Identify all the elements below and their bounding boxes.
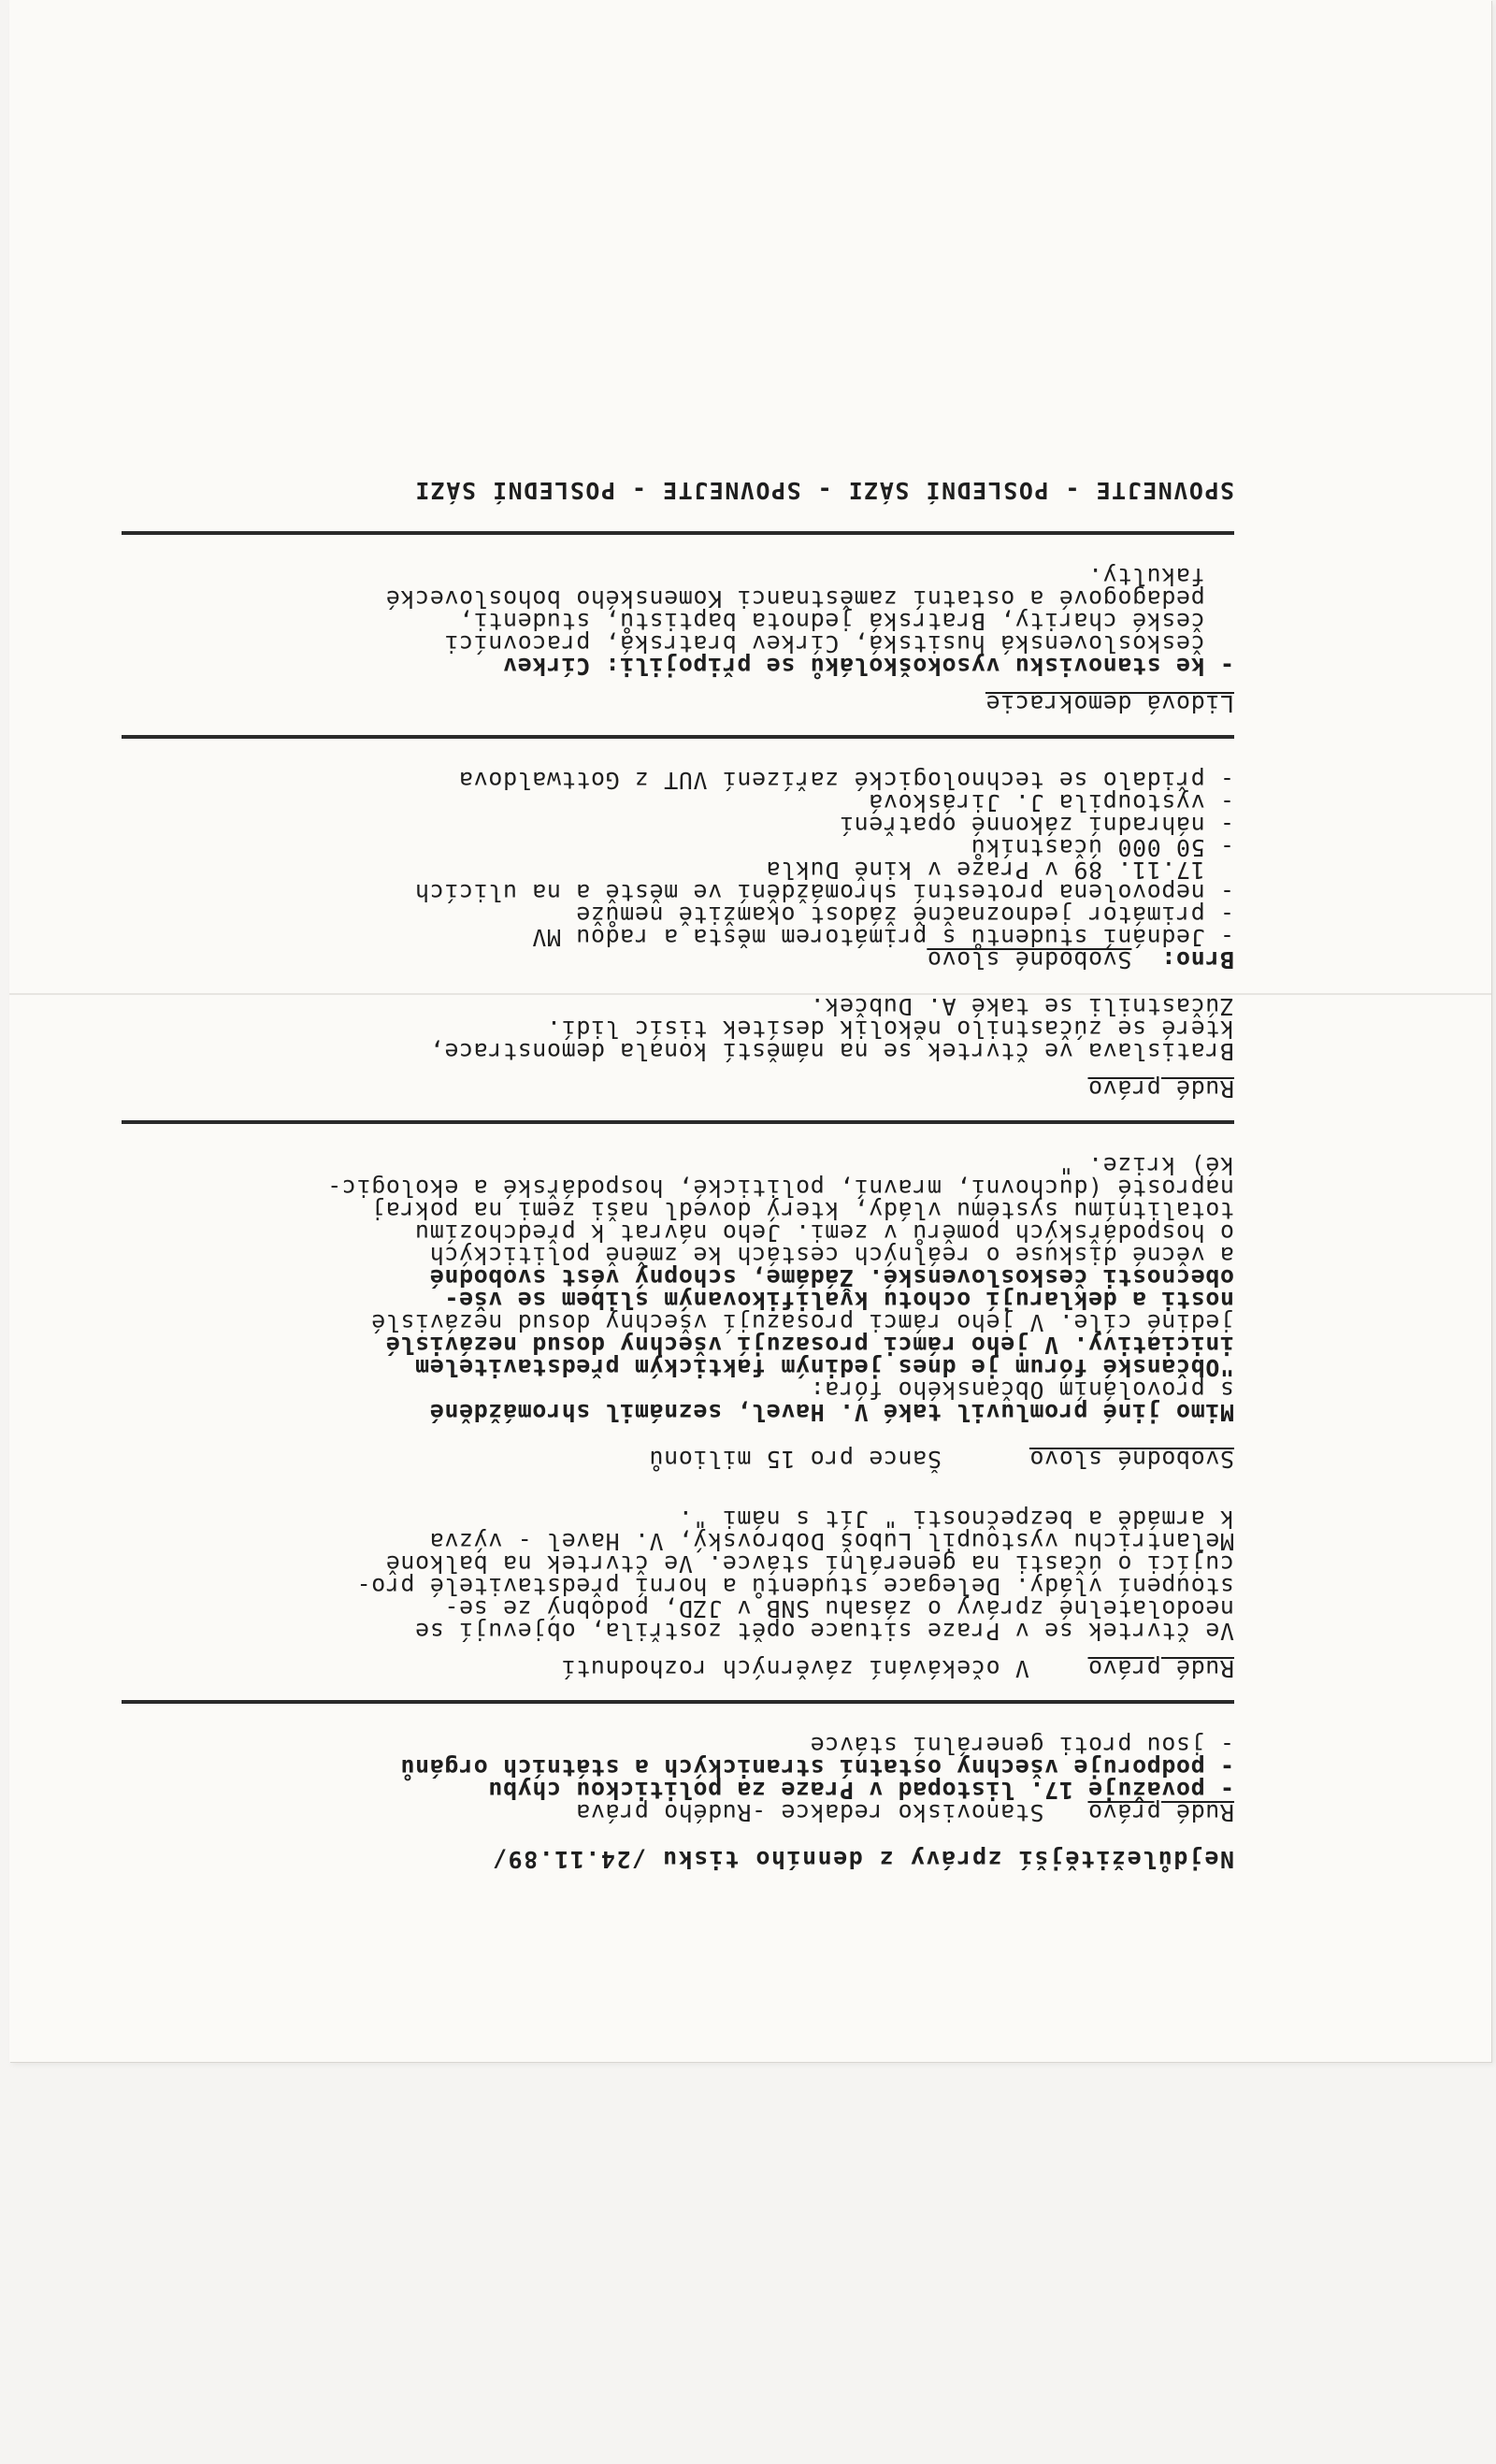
- section-line: Melantrichu vystoupil Luboš Dobrovský, V. Havel - výzva: [429, 1528, 1234, 1555]
- section-headline: Šance pro 15 milionů: [648, 1446, 942, 1473]
- separator-rule: [122, 735, 1234, 739]
- section: [122, 1506, 1234, 1682]
- section-line: pedagogové a ostatní zaměstnanci Komenského bohoslovecké: [385, 585, 1234, 612]
- section-line: - primátor jednoznačně žádost okamžitě nemůže: [575, 901, 1234, 929]
- section-line: - ke stanovisku vysokoškoláků se připojili: Církev: [502, 653, 1234, 680]
- section-line: ké) krize. ": [1058, 1152, 1234, 1179]
- section-line: - považuje 17. listopad v Praze za politickou chybu: [487, 1777, 1234, 1804]
- section-source: Svobodné slovo: [1028, 1446, 1234, 1473]
- section-line: Ve čtvrtek se v Praze situace opět zostřila, objevují se: [414, 1618, 1234, 1645]
- section-source: Rudé právo: [1087, 1799, 1234, 1826]
- section-line: - náhradní zákonné opatření: [839, 812, 1234, 839]
- section-line: Mimo jiné promluvil také V. Havel, seznámil shromážděné: [429, 1399, 1234, 1426]
- section-line: a věcné diskuse o reálných cestách ke změně politických: [429, 1242, 1234, 1269]
- section-line: k armádě a bezpečnosti " Jít s námi ".: [678, 1506, 1234, 1533]
- document-body: [122, 150, 1234, 1873]
- section-line: - jsou proti generální stávce: [810, 1732, 1234, 1759]
- section-headline: Svobodné slovo: [927, 946, 1132, 973]
- separator-rule: [122, 1700, 1234, 1704]
- section-heading: [122, 1655, 1234, 1682]
- section-line: nosti a deklarují ochotu kvalifikovaným slibem se vše-: [443, 1287, 1234, 1314]
- section-heading: [122, 690, 1234, 717]
- section-line: - 50 000 účastníků: [971, 834, 1234, 861]
- section-line: fakulty.: [1087, 563, 1234, 590]
- section-line: - nepovolena protestní shromáždění ve městě a na ulicích: [414, 879, 1234, 906]
- section-line: československá husitská, Církev bratrská, pracovníci: [443, 630, 1234, 657]
- section-line: o hospodářských poměrů v zemi. Jeho návrat k předchozímu: [414, 1219, 1234, 1246]
- separator-rule: [122, 531, 1234, 535]
- section-heading: [122, 1446, 1234, 1473]
- section-line: - přidalo se technologické zařízení VUT z Gottwaldova: [458, 767, 1234, 794]
- section-line: stoupení vlády. Delegace studentů a horní představitelé pro-: [355, 1573, 1234, 1600]
- section-line: "Občanské fórum je dnes jediným faktickým představitelem: [414, 1354, 1234, 1381]
- section-heading: [122, 948, 1234, 971]
- section-heading: [122, 1077, 1234, 1100]
- document-title: Nejdůležitější zprávy z denního tisku /24.11.89/: [491, 1846, 1234, 1873]
- section: [122, 1152, 1234, 1473]
- section-line: s provoláním Občanského fóra:: [810, 1376, 1234, 1404]
- section: [122, 1732, 1234, 1826]
- section-heading: [122, 1799, 1234, 1826]
- section-line: Zúčastnili se také A. Dubček.: [810, 993, 1234, 1020]
- section-line: cujíci o účasti na generální stávce. Ve čtvrtek na balkoně: [385, 1550, 1234, 1578]
- section-line: 17.11. 89 v Praze v kině Dukla: [766, 857, 1234, 884]
- section-line: totalitnímu systému vlády, který dovedl naši zemi na pokraj: [370, 1197, 1234, 1224]
- section-headline: V očekávání závěrných rozhodnutí: [561, 1655, 1029, 1682]
- section-source: Brno:: [1160, 946, 1234, 973]
- section-line: obecnosti československé. Žádáme, schopný vést svobodné: [429, 1264, 1234, 1291]
- section-line: - podporuje všechny ostatní stranických a státních orgánů: [399, 1754, 1234, 1781]
- section-headline: Stanovisko redakce -Rudého práva: [575, 1799, 1044, 1826]
- section-source: Rudé právo: [1087, 1075, 1234, 1102]
- section-line: - Jednání studentů s primátorem města a radou MV: [531, 924, 1234, 951]
- section-line: které se zúčastnilo několik desítek tisíc lidí.: [546, 1016, 1234, 1043]
- section-line: naprosté (duchovní, mravní, politické, hospodářské a ekologic-: [326, 1174, 1234, 1202]
- section-line: jediné cíle. V jeho rámci prosazují všechny dosud nezávislé: [370, 1309, 1234, 1336]
- separator-rule: [122, 1120, 1234, 1124]
- section: [122, 769, 1234, 971]
- section-source: Rudé právo: [1087, 1655, 1234, 1682]
- section: [122, 995, 1234, 1100]
- section-line: neodolatelné zprávy o zásahu SNB v JZD, podobný ze se-: [443, 1595, 1234, 1622]
- section-line: iniciativy. V jeho rámci prosazují všechny dosud nezávislé: [385, 1332, 1234, 1359]
- section-line: Bratislava ve čtvrtek se na náměstí konala demonstrace,: [429, 1038, 1234, 1065]
- section-source: Lidová demokracie: [985, 690, 1234, 717]
- document-footer: SPOVNEJTE - POSLEDNÍ SÁZI - SPOVNEJTE - POSLEDNÍ SÁZI: [413, 477, 1234, 504]
- section: [122, 563, 1234, 717]
- section-line: - vystoupila J. Jirásková: [868, 789, 1234, 816]
- section-line: české charity, Bratrská jednota baptistů, studenti,: [458, 608, 1234, 635]
